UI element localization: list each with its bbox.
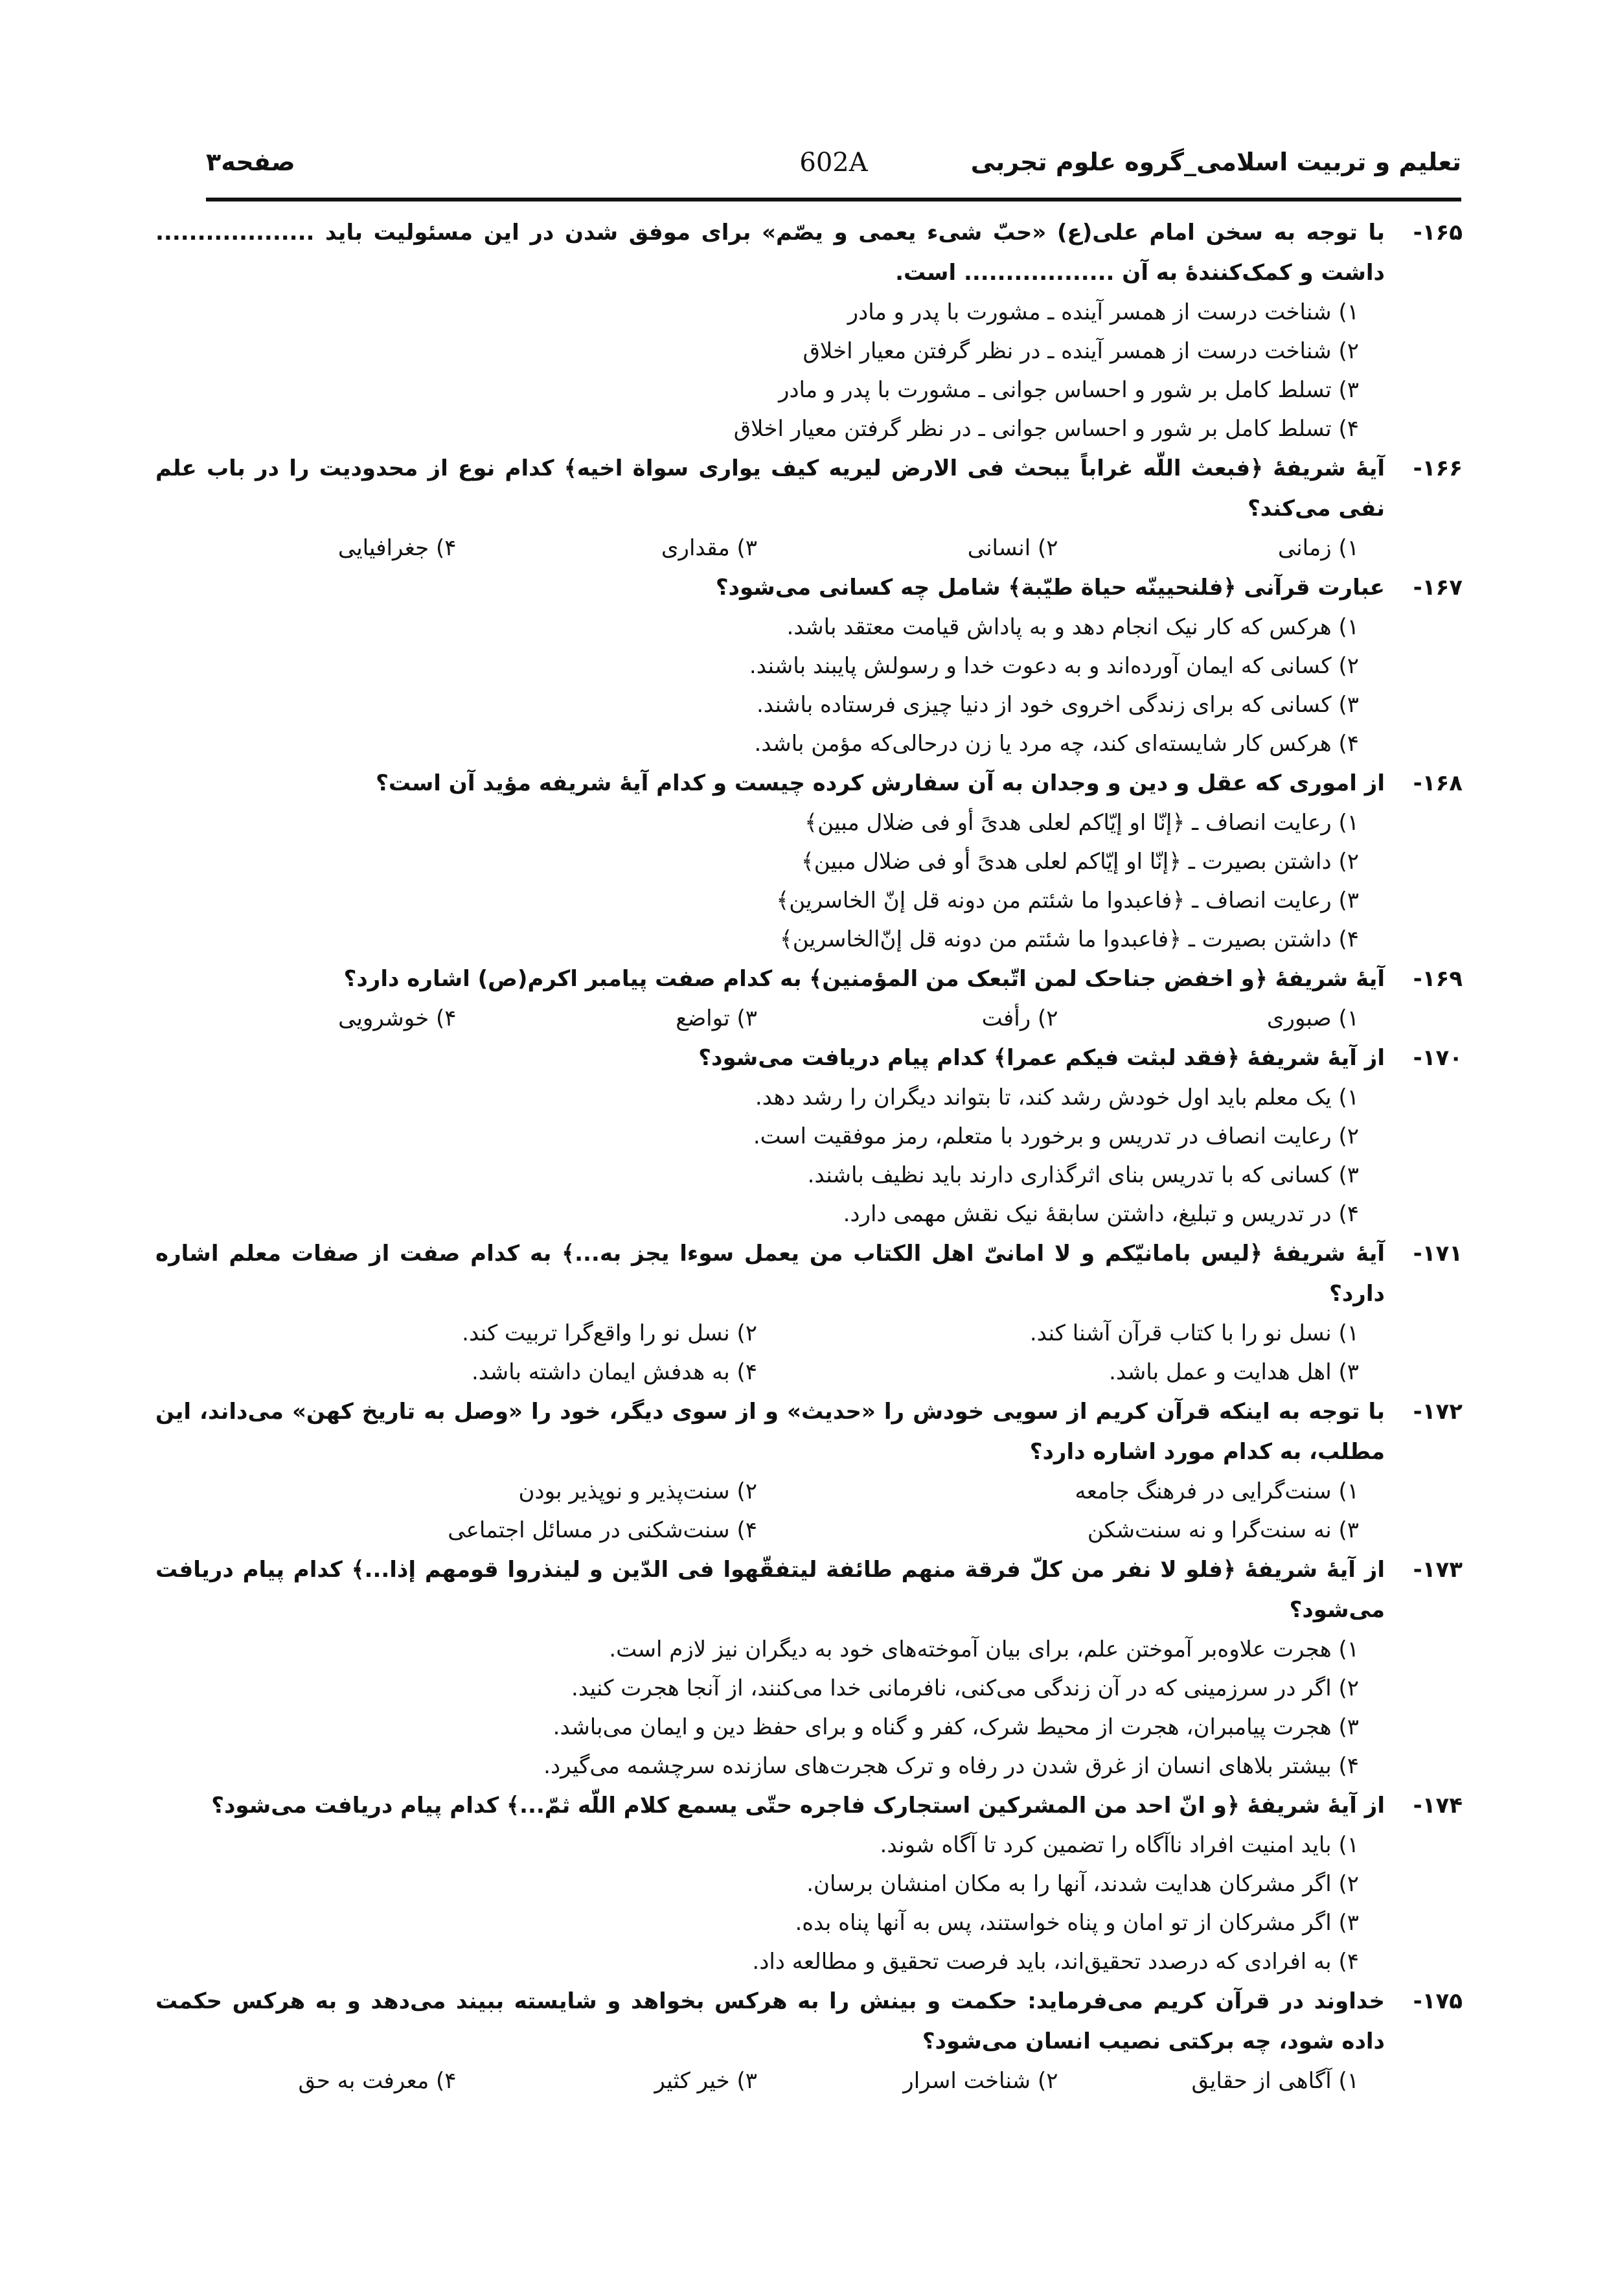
answer-option: ۳) خیر کثیر [654,2068,757,2094]
question-text: از آیهٔ شریفهٔ ﴿و انّ احد من المشرکین استجارک فاجره حتّی یسمع کلام اللّه ثمّ...﴾ کدام پیام دریافت می‌شود؟ [211,1793,1385,1819]
answer-option: ۳) رعایت انصاف ـ ﴿فاعبدوا ما شئتم من دونه قل إنّ الخاسرین﴾ [776,888,1359,913]
answer-option: ۳) اگر مشرکان از تو امان و پناه خواستند، پس به آنها پناه بده. [795,1910,1359,1936]
header-rule [206,198,1461,201]
answer-option: ۱) نسل نو را با کتاب قرآن آشنا کند. [1029,1320,1359,1346]
question-number: ۱۶۵- [1413,220,1463,246]
answer-options [155,999,1385,1038]
answer-option: ۱) شناخت درست از همسر آینده ـ مشورت با پدر و مادر [847,299,1359,325]
answer-option: ۴) سنت‌شکنی در مسائل اجتماعی [448,1517,757,1543]
answer-option: ۴) خوشرویی [338,1005,457,1031]
question-block [155,959,1463,1038]
answer-option: ۲) شناخت اسرار [903,2068,1058,2094]
answer-option: ۱) هرکس که کار نیک انجام دهد و به پاداش قیامت معتقد باشد. [786,614,1359,640]
answer-options [155,1314,1385,1392]
question-number: ۱۷۵- [1413,1988,1463,2014]
answer-option: ۱) آگاهی از حقایق [1191,2068,1359,2094]
question-block [155,448,1463,568]
answer-option: ۳) کسانی که با تدریس بنای اثرگذاری دارند باید نظیف باشند. [807,1162,1359,1188]
question-block [155,1785,1463,1981]
question-text: عبارت قرآنی ﴿فلنحیینّه حیاة طیّبة﴾ شامل چه کسانی می‌شود؟ [715,575,1385,601]
question-number: ۱۷۲- [1413,1399,1463,1425]
answer-option: ۲) اگر در سرزمینی که در آن زندگی می‌کنی، نافرمانی خدا می‌کنند، از آنجا هجرت کنید. [571,1675,1359,1701]
answer-options [155,608,1385,763]
answer-option: ۱) یک معلم باید اول خودش رشد کند، تا بتواند دیگران را رشد دهد. [755,1085,1359,1110]
booklet-code: 602A [799,148,868,178]
question-list [155,212,1463,2100]
question-text: آیهٔ شریفهٔ ﴿فبعث اللّه غراباً یبحث فی الارض لیریه کیف یواری سواة اخیه﴾ کدام نوع از محدودیت را در باب علم نفی می‌کند؟ [155,455,1385,522]
question-number: ۱۶۹- [1413,966,1463,992]
question-text: از اموری که عقل و دین و وجدان به آن سفارش کرده چیست و کدام آیهٔ شریفه مؤید آن است؟ [376,770,1385,796]
answer-option: ۲) نسل نو را واقع‌گرا تربیت کند. [462,1320,757,1346]
question-number: ۱۷۴- [1413,1793,1463,1819]
page-number: صفحه۳ [206,148,295,176]
question-text: آیهٔ شریفهٔ ﴿و اخفض جناحک لمن اتّبعک من المؤمنین﴾ به کدام صفت پیامبر اکرم(ص) اشاره دارد؟ [343,966,1385,992]
question-text: آیهٔ شریفهٔ ﴿لیس بامانیّکم و لا امانیّ اهل الکتاب من یعمل سوءا یجز به...﴾ به کدام صفت از صفات معلم اشاره دارد؟ [155,1241,1385,1307]
answer-option: ۲) داشتن بصیرت ـ ﴿إنّا او إیّاکم لعلی هدیً أو فی ضلال مبین﴾ [801,849,1359,875]
answer-option: ۴) به افرادی که درصدد تحقیق‌اند، باید فرصت تحقیق و مطالعه داد. [752,1949,1359,1975]
answer-options [155,803,1385,959]
answer-option: ۱) سنت‌گرایی در فرهنگ جامعه [1075,1478,1359,1504]
question-block [155,1234,1463,1392]
question-number: ۱۶۷- [1413,575,1463,601]
answer-options [155,293,1385,448]
answer-option: ۲) اگر مشرکان هدایت شدند، آنها را به مکان امنشان برسان. [806,1871,1359,1897]
answer-option: ۲) سنت‌پذیر و نوپذیر بودن [518,1478,757,1504]
question-text: خداوند در قرآن کریم می‌فرماید: حکمت و بینش را به هرکس بخواهد و شایسته ببیند می‌دهد و به هرکس حکمت داده شود، چه برکتی نصیب انسان می‌شود؟ [155,1988,1385,2054]
answer-option: ۳) نه سنت‌گرا و نه سنت‌شکن [1087,1517,1359,1543]
answer-option: ۴) بیشتر بلاهای انسان از غرق شدن در رفاه و ترک هجرت‌های سازنده سرچشمه می‌گیرد. [543,1753,1359,1779]
answer-option: ۴) معرفت به حق [298,2068,457,2094]
answer-option: ۳) تواضع [676,1005,757,1031]
answer-options [155,1472,1385,1550]
answer-option: ۲) رعایت انصاف در تدریس و برخورد با متعلم، رمز موفقیت است. [753,1123,1359,1149]
question-block [155,1981,1463,2100]
answer-option: ۴) تسلط کامل بر شور و احساس جوانی ـ در نظر گرفتن معیار اخلاق [733,416,1359,442]
question-text: با توجه به اینکه قرآن کریم از سویی خودش را «حدیث» و از سوی دیگر، خود را «وصل به تاریخ کهن» می‌داند، این مطلب، به کدام مورد اشاره دارد؟ [155,1399,1385,1465]
question-block [155,1550,1463,1785]
answer-option: ۴) هرکس کار شایسته‌ای کند، چه مرد یا زن درحالی‌که مؤمن باشد. [754,731,1359,757]
answer-option: ۴) جغرافیایی [337,535,457,561]
answer-option: ۴) به هدفش ایمان داشته باشد. [471,1359,757,1385]
answer-option: ۳) تسلط کامل بر شور و احساس جوانی ـ مشورت با پدر و مادر [778,377,1359,403]
answer-option: ۱) صبوری [1266,1005,1359,1031]
answer-option: ۲) شناخت درست از همسر آینده ـ در نظر گرفتن معیار اخلاق [803,338,1359,364]
answer-options [155,529,1385,568]
answer-option: ۳) کسانی که برای زندگی اخروی خود از دنیا چیزی فرستاده باشند. [756,692,1359,718]
question-block [155,1038,1463,1234]
page-header [206,148,1461,193]
exam-title: تعلیم و تربیت اسلامی_گروه علوم تجربی [970,148,1461,176]
question-block [155,1392,1463,1550]
answer-option: ۴) داشتن بصیرت ـ ﴿فاعبدوا ما شئتم من دونه قل إنّ‌الخاسرین﴾ [779,926,1359,952]
answer-option: ۱) هجرت علاوه‌بر آموختن علم، برای بیان آموخته‌های خود به دیگران نیز لازم است. [609,1636,1359,1662]
answer-option: ۱) باید امنیت افراد ناآگاه را تضمین کرد تا آگاه شوند. [880,1832,1359,1858]
answer-option: ۳) هجرت پیامبران، هجرت از محیط شرک، کفر و گناه و برای حفظ دین و ایمان می‌باشد. [553,1714,1359,1740]
question-text: از آیهٔ شریفهٔ ﴿فلو لا نفر من کلّ فرقة منهم طائفة لیتفقّهوا فی الدّین و لینذروا قومهم إذا...﴾ کدام پیام دریافت می‌شود؟ [155,1557,1385,1623]
answer-options [155,1826,1385,1981]
answer-option: ۳) اهل هدایت و عمل باشد. [1109,1359,1359,1385]
question-block [155,568,1463,763]
question-number: ۱۶۶- [1413,455,1463,481]
answer-option: ۲) کسانی که ایمان آورده‌اند و به دعوت خدا و رسولش پایبند باشند. [749,653,1359,679]
answer-option: ۲) انسانی [967,535,1058,561]
question-text: از آیهٔ شریفهٔ ﴿فقد لبثت فیکم عمرا﴾ کدام پیام دریافت می‌شود؟ [698,1045,1385,1071]
question-number: ۱۶۸- [1413,770,1463,796]
answer-options [155,1630,1385,1785]
question-number: ۱۷۱- [1413,1241,1463,1267]
answer-option: ۳) مقداری [661,535,757,561]
question-number: ۱۷۰- [1413,1045,1463,1071]
answer-option: ۱) رعایت انصاف ـ ﴿إنّا او إیّاکم لعلی هدیً أو فی ضلال مبین﴾ [804,810,1359,836]
question-number: ۱۷۳- [1413,1557,1463,1583]
answer-option: ۱) زمانی [1277,535,1359,561]
answer-options [155,1078,1385,1234]
question-block [155,212,1463,448]
question-text: با توجه به سخن امام علی(ع) «حبّ شیء یعمی و یصّم» برای موفق شدن در این مسئولیت باید ................... داشت و کمک‌کنندهٔ به آن .................. است. [155,220,1385,286]
answer-option: ۴) در تدریس و تبلیغ، داشتن سابقهٔ نیک نقش مهمی دارد. [843,1201,1359,1227]
question-block [155,763,1463,959]
answer-options [155,2061,1385,2100]
answer-option: ۲) رأفت [981,1005,1058,1031]
